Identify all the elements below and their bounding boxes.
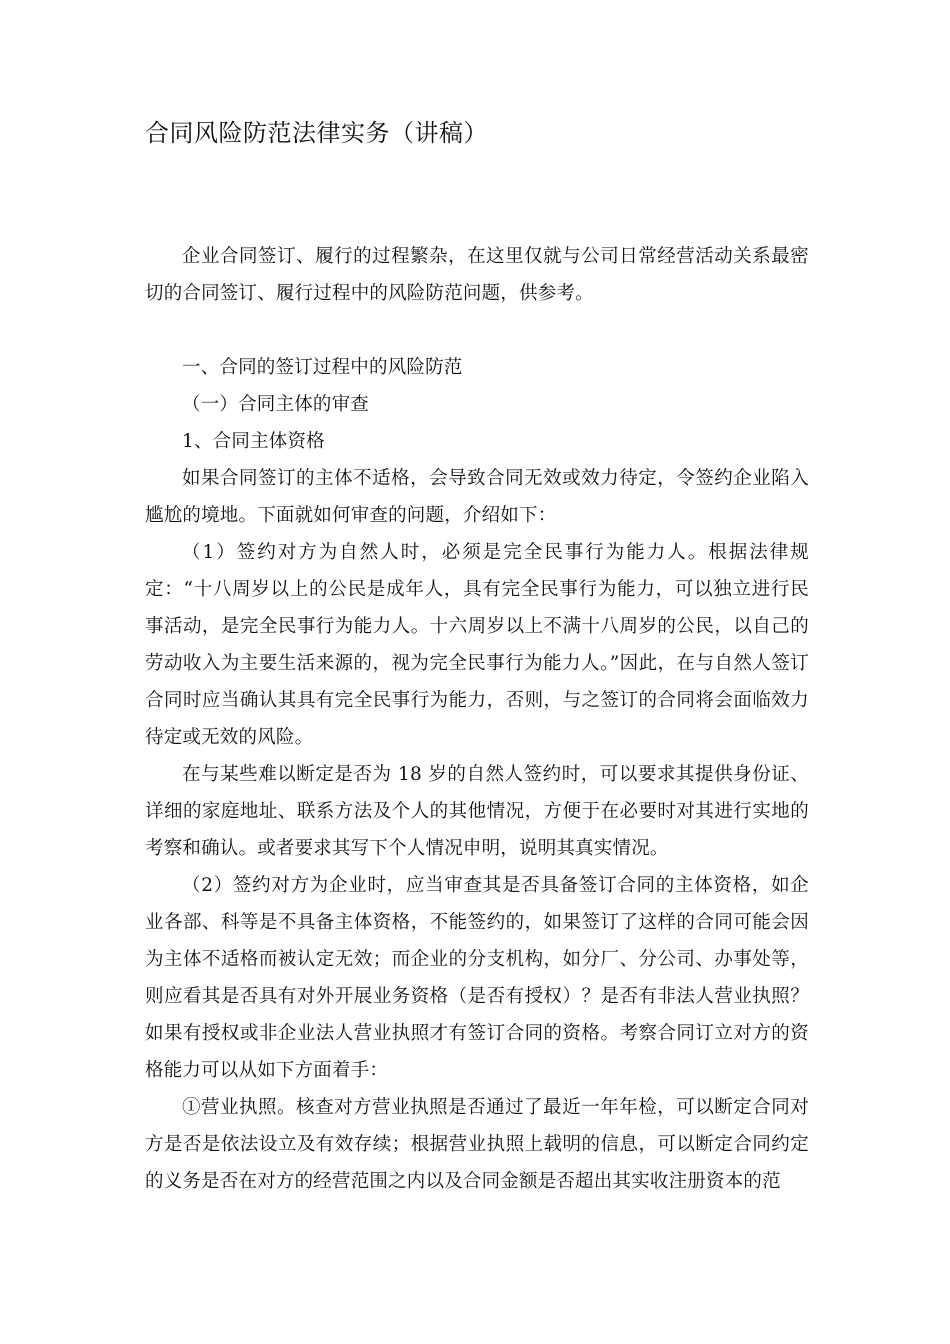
body-paragraph: （2）签约对方为企业时，应当审查其是否具备签订合同的主体资格，如企业各部、科等是不具备主体资格，不能签约的，如果签订了这样的合同可能会因为主体不适格而被认定无效；而企业的分支机构，如分厂、分公司、办事处等，则应看其是否具有对外开展业务资格（是否有授权）？是否有非法人营业执照？如果有授权或非企业法人营业执照才有签订合同的资格。考察合同订立对方的资格能力可以从如下方面着手： <box>145 875 809 1081</box>
subsection-heading: （一）合同主体的审查 <box>182 394 370 415</box>
document-body <box>145 238 809 1200</box>
body-paragraph: 在与某些难以断定是否为 18 岁的自然人签约时，可以要求其提供身份证、详细的家庭地址、联系方法及个人的其他情况，方便于在必要时对其进行实地的考察和确认。或者要求其写下个人情况申明，说明其真实情况。 <box>145 764 809 859</box>
paragraph-gap <box>145 312 809 349</box>
section-heading: 一、合同的签订过程中的风险防范 <box>182 357 463 378</box>
body-paragraph: 如果合同签订的主体不适格，会导致合同无效或效力待定，令签约企业陷入尴尬的境地。下面就如何审查的问题，介绍如下： <box>145 468 809 526</box>
item-heading: 1、合同主体资格 <box>182 431 325 452</box>
body-paragraph: ①营业执照。核查对方营业执照是否通过了最近一年年检，可以断定合同对方是否是依法设立及有效存续；根据营业执照上载明的信息，可以断定合同约定的义务是否在对方的经营范围之内以及合同金额是否超出其实收注册资本的范 <box>145 1097 809 1192</box>
body-paragraph: （1）签约对方为自然人时，必须是完全民事行为能力人。根据法律规定：“十八周岁以上的公民是成年人，具有完全民事行为能力，可以独立进行民事活动，是完全民事行为能力人。十六周岁以上不满十八周岁的公民，以自己的劳动收入为主要生活来源的，视为完全民事行为能力人。”因此，在与自然人签订合同时应当确认其具有完全民事行为能力，否则，与之签订的合同将会面临效力待定或无效的风险。 <box>145 542 809 748</box>
document-title: 合同风险防范法律实务（讲稿） <box>145 119 488 147</box>
intro-paragraph: 企业合同签订、履行的过程繁杂，在这里仅就与公司日常经营活动关系最密切的合同签订、履行过程中的风险防范问题，供参考。 <box>145 246 809 304</box>
